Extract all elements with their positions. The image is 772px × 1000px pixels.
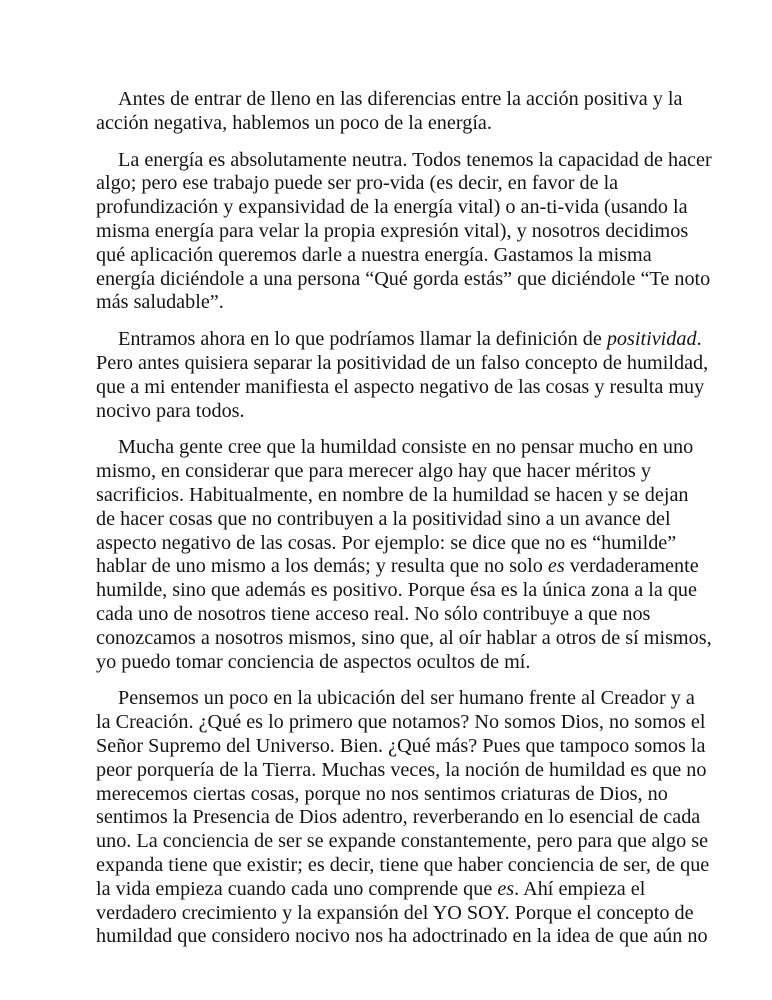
text-segment: la Creación. ¿Qué es lo primero que notamos? No somos Dios, no somos el [96,711,706,734]
text-segment: yo puedo tomar conciencia de aspectos ocultos de mí. [96,650,531,673]
text-segment: humildad que considero nocivo nos ha adoctrinado en la idea de que aún no [96,925,708,948]
text-segment: nocivo para todos. [96,399,245,422]
italic-text: es [547,555,565,578]
text-segment: Pero antes quisiera separar la positividad de un falso concepto de humildad, [96,351,709,374]
text-line [96,758,707,783]
paragraph [96,88,683,136]
text-segment: la vida empieza cuando cada uno comprende que [96,877,498,900]
text-segment: verdaderamente [564,555,699,578]
text-segment: . Ahí empieza el [514,877,646,900]
text-line [96,291,674,315]
text-line [96,651,674,675]
text-segment: peor porquería de la Tierra. Muchas veces, la noción de humildad es que no [96,758,707,781]
text-line [96,626,712,651]
text-line [96,853,710,878]
text-line [96,878,674,902]
text-line [96,830,709,854]
text-line [118,687,695,711]
text-segment: Pensemos un poco en la ubicación del ser humano frente al Creador y a [118,687,695,710]
text-segment: cada uno de nosotros tiene acceso real. No sólo contribuye a que nos [96,602,651,625]
text-line [118,328,702,352]
text-line [96,555,699,579]
text-segment: que a mi entender manifiesta el aspecto negativo de las cosas y resulta muy [96,375,705,398]
italic-text: positividad [606,328,697,351]
text-segment: verdadero crecimiento y la expansión del YO SOY. Porque el concepto de [96,901,694,924]
text-line [96,400,674,424]
text-segment: sentimos la Presencia de Dios adentro, reverberando en lo esencial de cada [96,806,701,829]
text-segment: Antes de entrar de lleno en las diferencias entre la acción positiva y la [118,88,683,110]
text-segment: qué aplicación queremos darle a nuestra energía. Gastamos la misma [96,243,652,266]
text-line [96,460,674,484]
text-segment: acción negativa, hablemos un poco de la energía. [96,111,492,134]
text-segment: sacrificios. Habitualmente, en nombre de la humildad se hacen y se dejan [96,483,689,506]
text-segment: aspecto negativo de las cosas. Por ejemplo: se dice que no es “humilde” [96,531,677,554]
text-line [96,925,708,949]
text-line [96,244,674,268]
italic-text: es [497,877,515,900]
text-line [96,579,697,603]
text-segment: Mucha gente cree que la humildad consiste en no pensar mucho en uno [118,436,694,459]
text-line [118,436,694,460]
text-segment: . [696,328,702,351]
text-segment: hablar de uno mismo a los demás; y resulta que no solo [96,555,548,578]
text-line [96,711,706,735]
paragraph [96,436,712,674]
text-line [96,172,674,196]
text-line [96,219,689,244]
text-line [96,483,689,508]
text-segment: Entramos ahora en lo que podríamos llamar la definición de [118,328,607,351]
text-line [96,267,711,292]
text-segment: expanda tiene que existir; es decir, tiene que haber conciencia de ser, de que [96,853,710,876]
text-segment: más saludable”. [96,291,224,314]
text-line [96,531,677,556]
text-segment: uno. La conciencia de ser se expande constantemente, pero para que algo se [96,830,709,853]
paragraph [96,328,709,423]
text-segment: conozcamos a nosotros mismos, sino que, al oír hablar a otros de sí mismos, [96,626,712,649]
text-segment: de hacer cosas que no contribuyen a la positividad sino a un avance del [96,507,671,530]
text-segment: La energía es absolutamente neutra. Todos tenemos la capacidad de hacer [118,148,712,171]
text-line [96,508,674,532]
text-line [96,196,688,220]
paragraph [96,687,710,949]
text-segment: profundización y expansividad de la energía vital) o an-ti-vida (usando la [96,196,688,219]
text-segment: Señor Supremo del Universo. Bien. ¿Qué más? Pues que tampoco somos la [96,734,706,757]
text-segment: energía diciéndole a una persona “Qué gorda estás” que diciéndole “Te noto [96,267,711,290]
text-line [96,603,674,627]
document-page [96,88,712,962]
text-line [96,112,674,136]
text-line [96,375,705,400]
text-line [96,351,709,376]
text-line [118,88,683,112]
text-line [118,148,712,173]
text-segment: misma energía para velar la propia expresión vital), y nosotros decidimos [96,219,689,242]
text-segment: humilde, sino que además es positivo. Porque ésa es la única zona a la que [96,579,697,602]
paragraph [96,148,712,316]
text-line [96,734,706,759]
text-line [96,806,701,830]
text-segment: algo; pero ese trabajo puede ser pro-vida (es decir, en favor de la [96,172,619,195]
text-line [96,901,694,926]
text-line [96,783,674,807]
text-segment: merecemos ciertas cosas, porque no nos sentimos criaturas de Dios, no [96,782,668,805]
text-segment: mismo, en considerar que para merecer algo hay que hacer méritos y [96,460,651,483]
